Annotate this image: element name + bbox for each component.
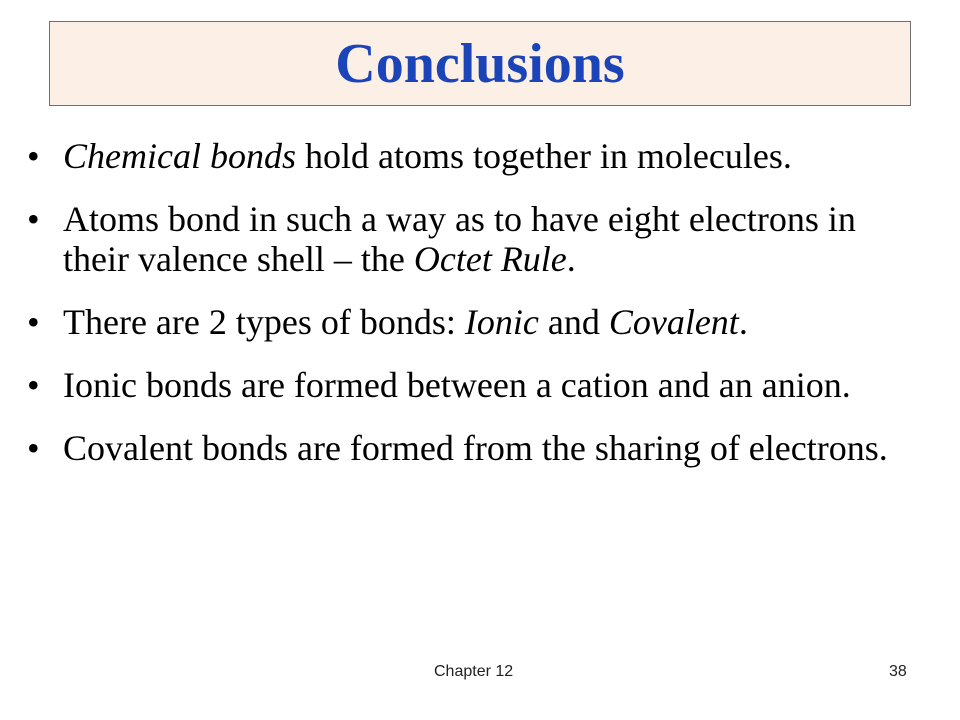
bullet-item-ionic-bonds (27, 365, 927, 405)
footer-page-number: 38 (889, 663, 907, 680)
bullet-item-covalent-bonds (27, 428, 927, 468)
bullet-item-chemical-bonds (27, 136, 927, 176)
bullet-list (27, 136, 927, 468)
term-ionic: Ionic (464, 302, 539, 342)
bullet-dot-icon: • (27, 199, 40, 239)
bullet-text: hold atoms together in molecules. (295, 136, 792, 176)
term-chemical-bonds: Chemical bonds (63, 136, 296, 176)
bullet-item-octet-rule (27, 199, 927, 279)
bullet-text: Ionic bonds are formed between a cation and an anion. (63, 365, 851, 405)
bullet-text-end: . (738, 302, 748, 342)
bullet-text-mid: and (538, 302, 609, 342)
bullet-text: There are 2 types of bonds: (63, 302, 465, 342)
term-octet-rule: Octet Rule (413, 239, 567, 279)
footer-chapter: Chapter 12 (434, 663, 514, 680)
bullet-dot-icon: • (27, 136, 40, 176)
bullet-text: Covalent bonds are formed from the sharing of electrons. (63, 428, 888, 468)
term-covalent: Covalent (608, 302, 739, 342)
slide-title: Conclusions (335, 32, 625, 95)
bullet-dot-icon: • (27, 302, 40, 342)
bullet-item-bond-types (27, 302, 927, 342)
bullet-dot-icon: • (27, 365, 40, 405)
bullet-dot-icon: • (27, 428, 40, 468)
bullet-text: Atoms bond in such a way as to have eight electrons in their valence shell – the (63, 199, 856, 279)
bullet-text-end: . (566, 239, 576, 279)
title-box (49, 21, 911, 106)
